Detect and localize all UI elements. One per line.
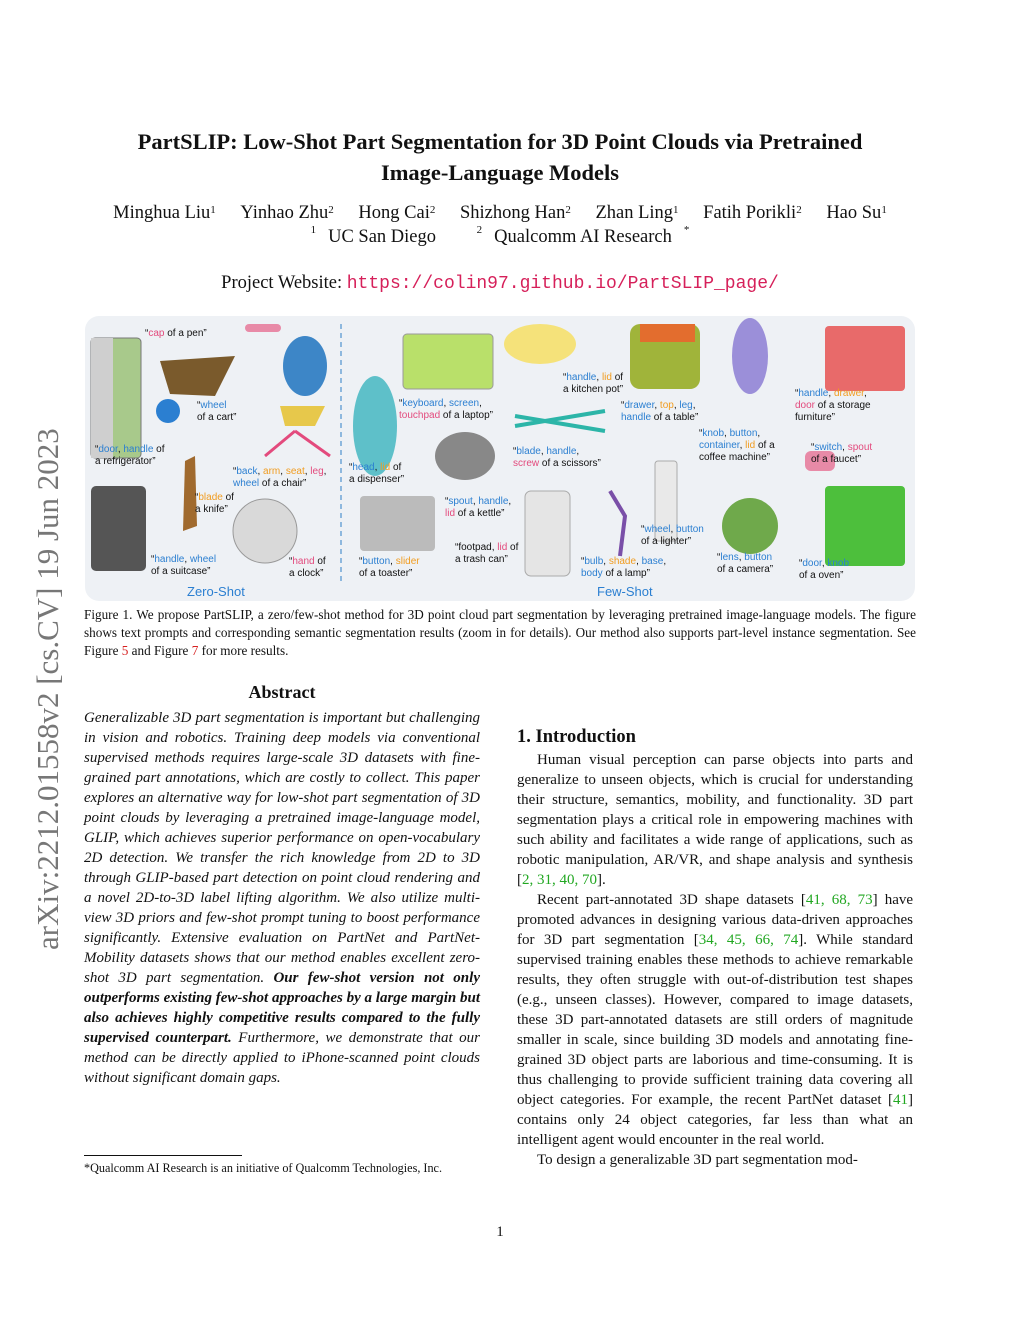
label-lighter: “wheel, button of a lighter” [641, 524, 704, 547]
label-dispenser: “head, lid of a dispenser” [349, 462, 405, 485]
label-table: “drawer, top, leg, handle of a table” [621, 400, 699, 423]
author: Shizhong Han$^2$ [459, 203, 571, 223]
label-faucet: “switch, spout of a faucet” [811, 442, 873, 465]
label-oven: “door, knob of a oven” [799, 558, 850, 581]
figure-ref-5[interactable]: 5 [121, 643, 129, 658]
abstract-heading: Abstract [248, 682, 316, 702]
label-kettle: “spout, handle, lid of a kettle” [445, 496, 512, 519]
label-chair: “back, arm, seat, leg, wheel of a chair” [233, 466, 327, 489]
author: Minghua Liu$^1$ [113, 203, 216, 223]
pen-shape [245, 324, 281, 332]
label-pen: “cap of a pen” [145, 328, 207, 339]
label-scissors: “blade, handle, screw of a scissors” [513, 446, 601, 469]
kettle-shape [435, 432, 495, 480]
cart-shape [160, 356, 235, 396]
page-number: 1 [496, 1224, 504, 1240]
label-knife: “blade of a knife” [195, 492, 234, 515]
intro-paragraph: Human visual perception can parse objects into parts and generalize to unseen objects, which is crucial for understanding their structure, semantics, mobility, and functionality. 3D part segmentation plays a critical role in empowering machines with such ability and facilitates a wide range of applications, such as robotic manipulation, AR/VR, and shape analysis and synthesis [2, 31, 40, 70]. [517, 752, 913, 888]
footnote: *Qualcomm AI Research is an initiative of Qualcomm Technologies, Inc. [84, 1161, 443, 1175]
pot-shape [504, 324, 576, 364]
label-camera: “lens, button of a camera” [717, 552, 774, 575]
suitcase-shape [91, 486, 146, 571]
footnote-rule [84, 1155, 242, 1156]
affiliations [60, 224, 940, 248]
author-list [60, 202, 940, 224]
introduction-body [517, 750, 913, 1170]
lamp-shape [610, 491, 625, 556]
oven-shape [825, 486, 905, 566]
intro-paragraph: Recent part-annotated 3D shape datasets [41, 68, 73] have promoted advances in designing various data-driven approaches for 3D part segmentation [34, 45, 66, 74]. While standard supervised training enables these methods to achieve remarkable results, they often struggle with out-of-distribution test shapes (e.g., unseen classes). However, compared to image datasets, these 3D part-annotated datasets are still orders of magnitude smaller in scale, since building 3D models and annotating fine-grained 3D object parts are laborious and time-consuming. It is thus challenging to provide sufficient training data covering all object categories. For example, the recent PartNet dataset [41] contains only 24 object categories, far less than what an intelligent agent would encounter in the real world. [517, 892, 914, 1148]
label-lamp: “bulb, shade, base, body of a lamp” [581, 556, 667, 579]
author: Yinhao Zhu$^2$ [240, 203, 334, 223]
affiliation: $^1$ UC San Diego [310, 224, 437, 247]
label-refrigerator: “door, handle of a refrigerator” [95, 444, 165, 467]
label-cart: “wheel of a cart” [197, 400, 237, 423]
introduction-heading: 1. Introduction [517, 727, 636, 747]
toaster-shape [360, 496, 435, 551]
author: Zhan Ling$^1$ [595, 203, 679, 223]
paper-title: PartSLIP: Low-Shot Part Segmentation for 3D Point Clouds via Pretrained Image-Language Models [137, 129, 863, 185]
project-website-link[interactable]: https://colin97.github.io/PartSLIP_page/ [346, 274, 779, 294]
citation[interactable]: 41 [893, 1092, 908, 1108]
author: Hong Cai$^2$ [358, 203, 436, 223]
figure-caption: Figure 1. We propose PartSLIP, a zero/few-shot method for 3D point cloud part segmentation by leveraging pretrained image-language models. The figure shows text prompts and corresponding semantic segmentation results (zoom in for details). Our method also supports part-level instance segmentation. See Figure 5 and Figure 7 for more results. [84, 607, 916, 658]
clock-shape [233, 499, 297, 563]
label-clock: “hand of a clock” [289, 556, 326, 579]
label-pot: “handle, lid of a kitchen pot” [563, 372, 624, 395]
label-trash-can: “footpad, lid of a trash can” [455, 542, 519, 565]
label-coffee-machine: “knob, button, container, lid of a coffee machine” [699, 428, 775, 463]
chair-seat-shape [280, 406, 325, 426]
intro-paragraph: To design a generalizable 3D part segmentation mod- [537, 1152, 858, 1168]
coffee-machine-shape [732, 318, 768, 394]
cart-wheel-shape [156, 399, 180, 423]
chair-back-shape [283, 336, 327, 396]
camera-shape [722, 498, 778, 554]
label-laptop: “keyboard, screen, touchpad of a laptop” [399, 398, 493, 421]
citation[interactable]: 2, 31, 40, 70 [522, 872, 597, 888]
label-suitcase: “handle, wheel of a suitcase” [151, 554, 217, 577]
arxiv-stamp: arXiv:2212.01558v2 [cs.CV] 19 Jun 2023 [30, 428, 65, 950]
dispenser-shape [353, 376, 397, 476]
label-storage: “handle, drawer, door of a storage furniture” [795, 388, 871, 423]
figure-ref-7[interactable]: 7 [191, 643, 199, 658]
zero-shot-label: Zero-Shot [187, 584, 245, 599]
project-website: Project Website: https://colin97.github.io/PartSLIP_page/ [221, 273, 779, 294]
citation[interactable]: 41, 68, 73 [805, 892, 873, 908]
affiliation: $^2$ Qualcomm AI Research * [476, 224, 690, 247]
few-shot-label: Few-Shot [597, 584, 653, 599]
citation[interactable]: 34, 45, 66, 74 [698, 932, 799, 948]
scissors-shape [515, 411, 605, 431]
author: Hao Su$^1$ [826, 203, 887, 223]
author: Fatih Porikli$^2$ [703, 203, 802, 223]
refrigerator-door-shape [91, 338, 113, 458]
trash-can-shape [525, 491, 570, 576]
label-toaster: “button, slider of a toaster” [359, 556, 420, 579]
chair-leg-shape [265, 431, 330, 456]
abstract-body: Generalizable 3D part segmentation is important but challenging in vision and robotics. Training deep models via conventional supervised methods requires large-scale 3D datasets with fine-grained part annotations, which are costly to collect. This paper explores an alternative way for low-shot part segmentation of 3D point clouds by leveraging a pretrained image-language model, GLIP, which achieves superior performance on open-vocabulary 2D detection. We transfer the rich knowledge from 2D to 3D through GLIP-based part detection on point cloud rendering and a novel 2D-to-3D label lifting algorithm. We also utilize multi-view 3D priors and few-shot prompt tuning to boost performance significantly. Extensive evaluation on PartNet and PartNet-Mobility datasets shows that our method enables excellent zero-shot 3D part segmentation. Our few-shot version not only outperforms existing few-shot approaches by a large margin but also achieves highly competitive results compared to the fully supervised counterpart. Furthermore, we demonstrate that our method can be directly applied to iPhone-scanned point clouds without significant domain gaps. [84, 710, 480, 1086]
teaser-figure [85, 316, 915, 601]
table-top-shape [640, 324, 695, 342]
storage-shape [825, 326, 905, 391]
laptop-shape [403, 334, 493, 389]
